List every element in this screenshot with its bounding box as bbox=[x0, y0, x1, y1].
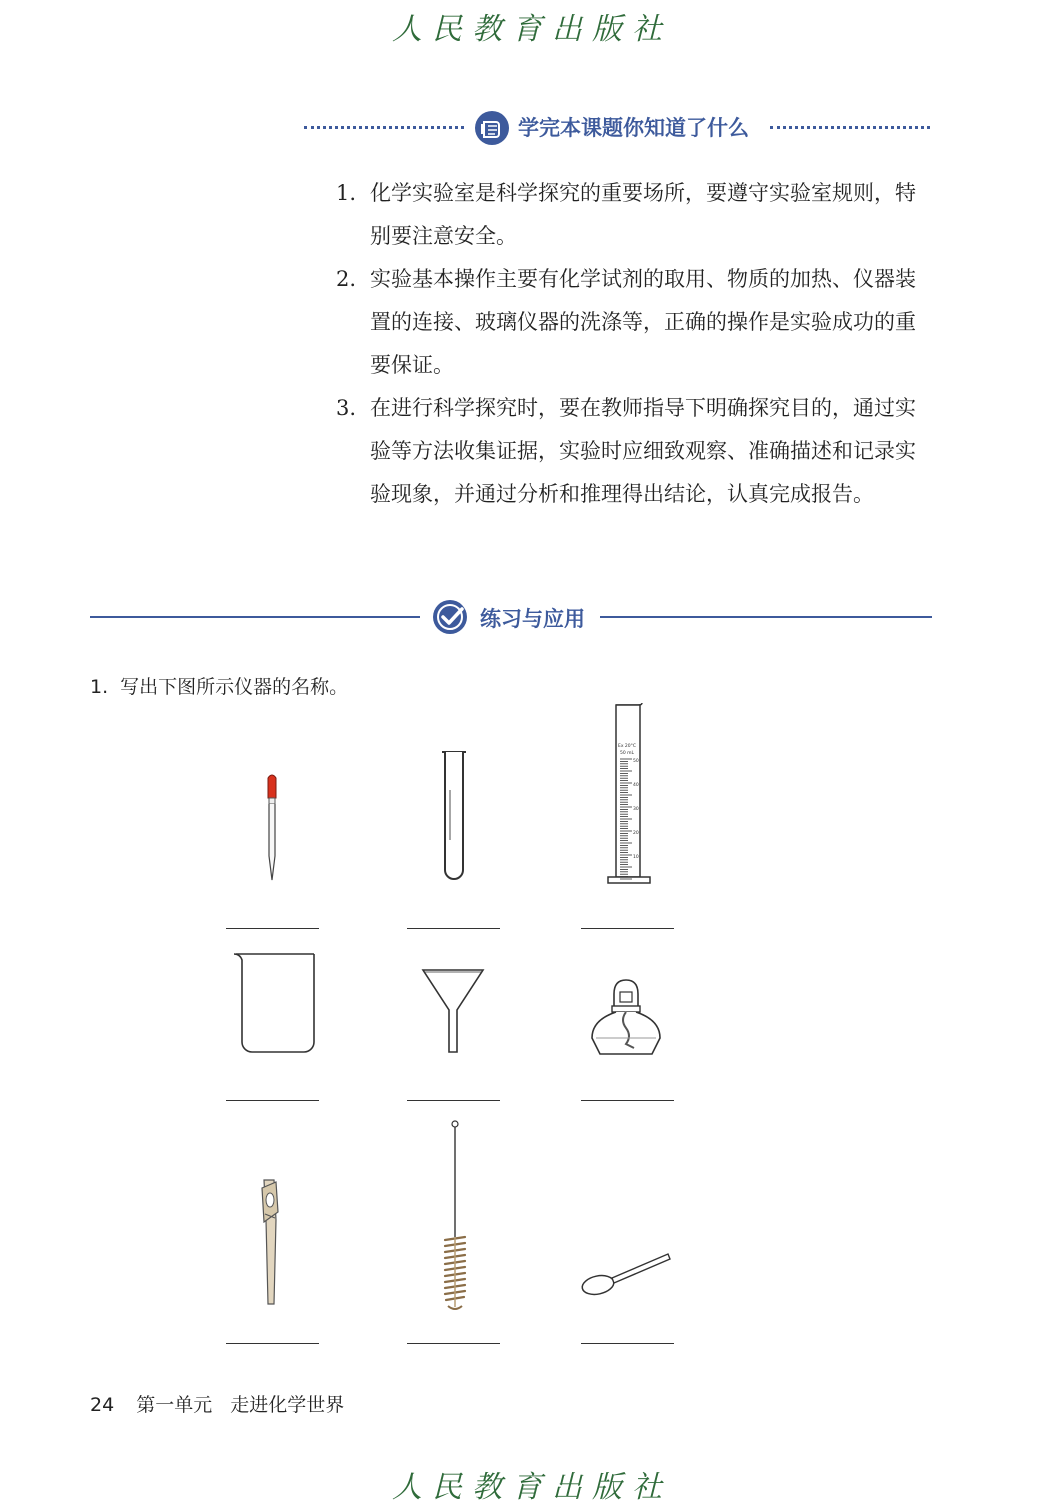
summary-item bbox=[336, 258, 932, 387]
dropper-icon bbox=[262, 774, 282, 884]
test-tube-brush-icon bbox=[440, 1120, 470, 1312]
alcohol-lamp-icon bbox=[590, 978, 674, 1058]
item-number: 3. bbox=[336, 396, 357, 420]
item-number: 2. bbox=[336, 267, 357, 291]
answer-blank[interactable] bbox=[407, 1343, 500, 1344]
page-number: 24 bbox=[90, 1394, 115, 1416]
graduated-cylinder-icon bbox=[606, 703, 654, 887]
item-number: 1. bbox=[336, 181, 357, 205]
test-tube-clamp-icon bbox=[258, 1178, 282, 1306]
answer-blank[interactable] bbox=[407, 928, 500, 929]
answer-blank[interactable] bbox=[226, 1100, 319, 1101]
summary-list bbox=[336, 172, 932, 516]
unit-label: 第一单元 bbox=[136, 1394, 213, 1416]
dotted-divider-left bbox=[304, 126, 464, 129]
item-text: 在进行科学探究时，要在教师指导下明确探究目的，通过实验等方法收集证据，实验时应细致观察、准确描述和记录实验现象，并通过分析和推理得出结论，认真完成报告。 bbox=[370, 396, 916, 506]
divider-left bbox=[90, 616, 420, 618]
item-text: 化学实验室是科学探究的重要场所，要遵守实验室规则，特别要注意安全。 bbox=[370, 181, 916, 248]
summary-item bbox=[336, 172, 932, 258]
cylinder-tick-label: 20 bbox=[633, 831, 639, 836]
item-text: 实验基本操作主要有化学试剂的取用、物质的加热、仪器装置的连接、玻璃仪器的洗涤等，正确的操作是实验成功的重要保证。 bbox=[370, 267, 916, 377]
cylinder-capacity-label: 50 mL bbox=[620, 751, 635, 756]
cylinder-tick-label: 30 bbox=[633, 807, 639, 812]
practice-header bbox=[90, 598, 932, 638]
answer-blank[interactable] bbox=[226, 1343, 319, 1344]
beaker-icon bbox=[232, 950, 316, 1056]
answer-blank[interactable] bbox=[226, 928, 319, 929]
question-number: 1. bbox=[90, 676, 109, 698]
summary-title: 学完本课题你知道了什么 bbox=[518, 116, 749, 140]
cylinder-tick-label: 40 bbox=[633, 783, 639, 788]
dotted-divider-right bbox=[770, 126, 930, 129]
question-text: 写出下图所示仪器的名称。 bbox=[120, 676, 349, 698]
summary-header bbox=[300, 108, 932, 148]
medicine-spoon-icon bbox=[580, 1250, 672, 1298]
publisher-watermark-bottom: 人民教育出版社 bbox=[392, 1470, 672, 1505]
answer-blank[interactable] bbox=[581, 1343, 674, 1344]
checkmark-icon bbox=[432, 599, 468, 635]
divider-right bbox=[600, 616, 932, 618]
publisher-watermark-top: 人民教育出版社 bbox=[392, 12, 672, 47]
chapter-title: 走进化学世界 bbox=[230, 1394, 345, 1416]
question-1 bbox=[90, 672, 348, 699]
answer-blank[interactable] bbox=[407, 1100, 500, 1101]
answer-blank[interactable] bbox=[581, 928, 674, 929]
test-tube-icon bbox=[440, 750, 468, 884]
cylinder-tick-label: 50 bbox=[633, 759, 639, 764]
page-footer bbox=[90, 1390, 344, 1417]
funnel-icon bbox=[421, 968, 485, 1054]
practice-title: 练习与应用 bbox=[480, 607, 585, 631]
summary-item bbox=[336, 387, 932, 516]
cylinder-header-label: Ex 20°C bbox=[618, 744, 637, 749]
hand-book-icon bbox=[474, 110, 510, 146]
cylinder-tick-label: 10 bbox=[633, 855, 639, 860]
answer-blank[interactable] bbox=[581, 1100, 674, 1101]
